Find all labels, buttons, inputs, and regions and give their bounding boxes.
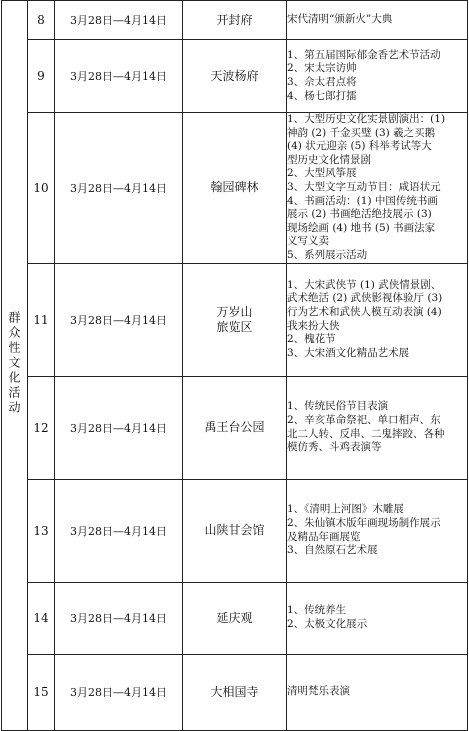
row-content — [287, 479, 468, 582]
row-venue — [183, 582, 287, 654]
row-date: 3月28日—4月14日 — [55, 113, 183, 264]
row-date: 3月28日—4月14日 — [55, 479, 183, 582]
row-venue — [183, 263, 287, 376]
content-line: 1、第五届国际郁金香艺术节活动 — [287, 48, 441, 61]
content-line: 1、大型历史文化实景剧演出：(1) — [287, 113, 446, 125]
content-line: 4、书画活动：(1) 中国传统书画 — [287, 194, 438, 207]
table-row — [2, 654, 468, 730]
content-line: 展示 (2) 书画绝活绝技展示 (3) — [287, 208, 432, 221]
row-date: 3月28日—4月14日 — [55, 376, 183, 479]
content-line: 3、大宋酒文化精品艺术展 — [287, 346, 410, 359]
content-line: 2、辛亥革命祭祀、单口相声、东 — [287, 413, 441, 426]
row-content — [287, 582, 468, 654]
content-line: 宋代清明“颁新火”大典 — [287, 13, 393, 26]
content-line: 我来扮大侠 — [287, 319, 340, 332]
venue-line: 万岁山 — [216, 304, 253, 319]
content-line: 行为艺术和武侠人模互动表演 (4) — [287, 305, 442, 318]
row-date: 3月28日—4月14日 — [55, 654, 183, 730]
content-line: 5、系列展示活动 — [287, 248, 368, 261]
content-line: 型历史文化情景剧 — [287, 153, 371, 166]
venue-line: 大相国寺 — [210, 684, 259, 699]
table-row — [2, 582, 468, 654]
row-number: 9 — [28, 40, 55, 113]
content-line: 3、自然原石艺术展 — [287, 544, 378, 557]
category-label: 群众性文化活动 — [7, 310, 21, 416]
row-venue — [183, 376, 287, 479]
content-line: 3、大型文字互动节目：咸语状元 — [287, 180, 441, 193]
venue-line: 山陕甘会馆 — [204, 523, 265, 538]
row-date: 3月28日—4月14日 — [55, 263, 183, 376]
category-cell — [2, 1, 28, 731]
venue-line: 天波杨府 — [210, 68, 259, 83]
table-row — [2, 1, 468, 40]
table-row — [2, 113, 468, 264]
content-line: 1、《清明上河图》木雕展 — [287, 503, 404, 516]
row-venue — [183, 113, 287, 264]
row-content — [287, 113, 468, 264]
table-row — [2, 263, 468, 376]
row-number: 15 — [28, 654, 55, 730]
content-line: 神韵 (2) 千金买璧 (3) 羲之买鹅 — [287, 126, 436, 139]
content-line: 1、传统民俗节目表演 — [287, 400, 389, 413]
row-number: 12 — [28, 376, 55, 479]
content-line: 北二人转、反串、二鬼摔跤、各种 — [287, 427, 445, 440]
content-line: 武术绝活 (2) 武侠影视体验厅 (3) — [287, 292, 443, 305]
content-line: 2、大型风筝展 — [287, 167, 357, 180]
content-line: 模仿秀、斗鸡表演等 — [287, 441, 382, 454]
table-row — [2, 376, 468, 479]
events-table — [1, 0, 468, 731]
venue-line: 翰园碑林 — [210, 180, 259, 195]
row-venue — [183, 654, 287, 730]
row-content — [287, 654, 468, 730]
row-number: 11 — [28, 263, 55, 376]
row-content — [287, 263, 468, 376]
content-line: (4) 状元迎亲 (5) 科举考试等大 — [287, 140, 432, 153]
row-venue — [183, 479, 287, 582]
content-line: 1、大宋武侠节 (1) 武侠情景剧、 — [287, 278, 442, 291]
content-line: 义写义卖 — [287, 235, 329, 248]
row-number: 10 — [28, 113, 55, 264]
row-content — [287, 1, 468, 40]
content-line: 2、太极文化展示 — [287, 618, 368, 631]
content-line: 2、朱仙镇木版年画现场制作展示 — [287, 516, 441, 529]
row-venue — [183, 40, 287, 113]
content-line: 1、传统养生 — [287, 604, 347, 617]
venue-line: 禹王台公园 — [204, 420, 265, 435]
venue-line: 开封府 — [216, 12, 253, 27]
row-date: 3月28日—4月14日 — [55, 1, 183, 40]
content-line: 2、宋太宗访帅 — [287, 62, 357, 75]
row-number: 14 — [28, 582, 55, 654]
content-line: 4、杨七郎打擂 — [287, 89, 357, 102]
table-row — [2, 40, 468, 113]
row-date: 3月28日—4月14日 — [55, 40, 183, 113]
content-line: 现场绘画 (4) 地书 (5) 书画法家 — [287, 221, 436, 234]
table-row — [2, 479, 468, 582]
row-number: 13 — [28, 479, 55, 582]
content-line: 及精品年画展览 — [287, 530, 361, 543]
content-line: 3、佘太君点将 — [287, 76, 357, 88]
venue-line: 旅览区 — [216, 319, 253, 334]
row-content — [287, 40, 468, 113]
row-content — [287, 376, 468, 479]
row-number: 8 — [28, 1, 55, 40]
venue-line: 延庆观 — [216, 610, 253, 625]
row-date: 3月28日—4月14日 — [55, 582, 183, 654]
content-line: 清明梵乐表演 — [287, 685, 350, 698]
content-line: 2、槐花节 — [287, 333, 336, 346]
row-venue — [183, 1, 287, 40]
